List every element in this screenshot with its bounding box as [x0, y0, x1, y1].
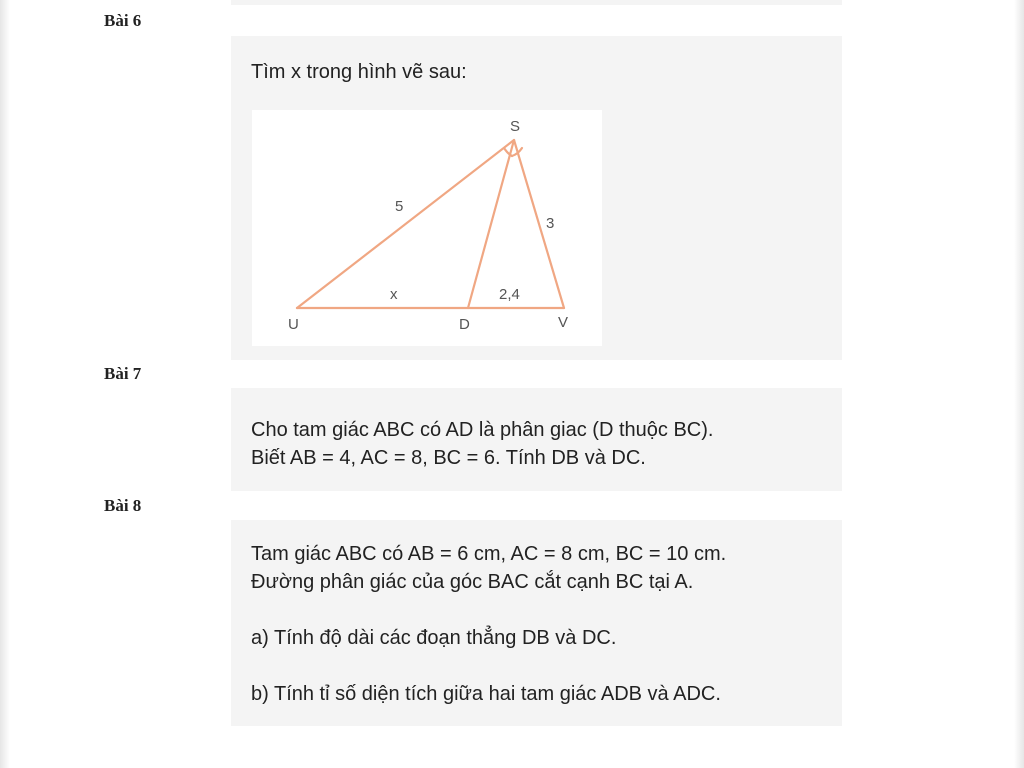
exercise-8-line-1: Tam giác ABC có AB = 6 cm, AC = 8 cm, BC = 10 cm.	[251, 543, 727, 565]
side-sv-length: 3	[546, 215, 555, 232]
exercise-7-heading: Bài 7	[104, 364, 142, 383]
exercise-6-heading: Bài 6	[104, 11, 142, 30]
vertex-v-label: V	[558, 314, 569, 331]
previous-box-end	[231, 0, 842, 5]
exercise-8-prompt	[251, 540, 836, 596]
triangle-figure	[252, 110, 602, 346]
side-su	[297, 140, 514, 308]
segment-ud-length: x	[390, 286, 398, 303]
exercise-7-line-1: Cho tam giác ABC có AD là phân giac (D thuộc BC).	[251, 419, 714, 441]
exercise-8-heading: Bài 8	[104, 496, 142, 515]
exercise-8-part-a: a) Tính độ dài các đoạn thẳng DB và DC.	[251, 627, 617, 649]
page-edge-left	[0, 0, 10, 768]
vertex-u-label: U	[288, 316, 299, 333]
side-sv	[514, 140, 564, 308]
page-edge-right	[1014, 0, 1024, 768]
segment-sd	[468, 140, 514, 308]
vertex-d-label: D	[459, 316, 470, 333]
exercise-6-line-1: Tìm x trong hình vẽ sau:	[251, 61, 467, 83]
exercise-8-line-2: Đường phân giác của góc BAC cắt cạnh BC tại A.	[251, 571, 694, 593]
side-su-length: 5	[395, 198, 404, 215]
exercise-8-part-b: b) Tính tỉ số diện tích giữa hai tam giác ADB và ADC.	[251, 683, 721, 705]
segment-dv-length: 2,4	[499, 286, 520, 303]
exercise-7-line-2: Biết AB = 4, AC = 8, BC = 6. Tính DB và DC.	[251, 447, 646, 469]
exercise-6-prompt	[251, 58, 836, 86]
exercise-7-prompt	[251, 416, 836, 472]
vertex-s-label: S	[510, 118, 521, 135]
